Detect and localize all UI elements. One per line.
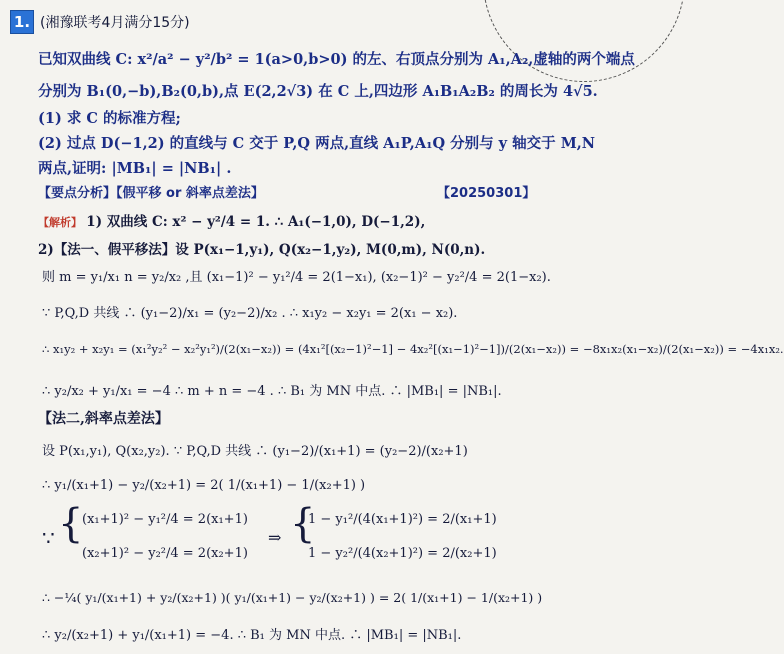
solution-part1 xyxy=(38,210,425,230)
implies-arrow: ⇒ xyxy=(268,528,282,547)
method2-product: ∴ −¼( y₁/(x₁+1) + y₂/(x₂+1) )( y₁/(x₁+1) − y₂/(x₂+1) ) = 2( 1/(x₁+1) − 1/(x₂+1) ) xyxy=(42,590,543,605)
solution-part1-text: 1) 双曲线 C: x² − y²/4 = 1. ∴ A₁(−1,0), D(−1,2), xyxy=(86,214,426,230)
method2-step2: ∴ y₁/(x₁+1) − y₂/(x₂+1) = 2( 1/(x₁+1) − 1/(x₂+1) ) xyxy=(42,478,366,493)
system-eq4: 1 − y₂²/(4(x₂+1)²) = 2/(x₂+1) xyxy=(308,546,497,561)
method2-conclusion: ∴ y₂/(x₂+1) + y₁/(x₁+1) = −4. ∴ B₁ 为 MN 中点. ∴ |MB₁| = |NB₁|. xyxy=(42,628,462,643)
method1-step1: 则 m = y₁/x₁ n = y₂/x₂ ,且 (x₁−1)² − y₁²/4 = 2(1−x₁), (x₂−1)² − y₂²/4 = 2(1−x₂). xyxy=(42,270,551,285)
problem-statement-line2: 分别为 B₁(0,−b),B₂(0,b),点 E(2,2√3) 在 C 上,四边形 A₁B₁A₂B₂ 的周长为 4√5. xyxy=(38,83,598,100)
system-eq3: 1 − y₁²/(4(x₁+1)²) = 2/(x₁+1) xyxy=(308,512,497,527)
method2-title: 【法二,斜率点差法】 xyxy=(38,411,169,427)
left-brace: { xyxy=(58,501,84,547)
problem-statement-line1: 已知双曲线 C: x²/a² − y²/b² = 1(a>0,b>0) 的左、右顶点分别为 A₁,A₂,虚轴的两个端点 xyxy=(38,51,635,68)
method1-derivation: ∴ x₁y₂ + x₂y₁ = (x₁²y₂² − x₂²y₁²)/(2(x₁−x₂)) = (4x₁²[(x₂−1)²−1] − 4x₂²[(x₁−1)²−1])/(2(x₁−x₂)) = −8x₁x₂(x₁−x₂)/(2(x₁−x₂)) = −4x₁x₂. xyxy=(42,342,784,356)
system-eq2: (x₂+1)² − y₂²/4 = 2(x₂+1) xyxy=(82,546,248,561)
right-brace: { xyxy=(290,501,316,547)
system-eq1: (x₁+1)² − y₁²/4 = 2(x₁+1) xyxy=(82,512,248,527)
problem-source: (湘豫联考4月满分15分) xyxy=(40,15,190,31)
solution-tag: 【解析】 xyxy=(38,216,82,229)
question-2-line2: 两点,证明: |MB₁| = |NB₁| . xyxy=(38,160,232,177)
decorative-arc xyxy=(483,0,685,82)
because-symbol: ∵ xyxy=(42,526,55,550)
problem-number-badge: 1. xyxy=(10,10,34,34)
method2-step1: 设 P(x₁,y₁), Q(x₂,y₂). ∵ P,Q,D 共线 ∴ (y₁−2)/(x₁+1) = (y₂−2)/(x₂+1) xyxy=(42,444,468,459)
question-1: (1) 求 C 的标准方程; xyxy=(38,110,181,127)
method1-conclusion: ∴ y₂/x₂ + y₁/x₁ = −4 ∴ m + n = −4 . ∴ B₁ 为 MN 中点. ∴ |MB₁| = |NB₁|. xyxy=(42,384,502,399)
question-2-line1: (2) 过点 D(−1,2) 的直线与 C 交于 P,Q 两点,直线 A₁P,A₁Q 分别与 y 轴交于 M,N xyxy=(38,135,596,152)
problem-code: 【20250301】 xyxy=(437,186,536,201)
method1-intro: 2)【法一、假平移法】设 P(x₁−1,y₁), Q(x₂−1,y₂), M(0,m), N(0,n). xyxy=(38,242,486,258)
analysis-tag: 【要点分析】【假平移 or 斜率点差法】 xyxy=(38,186,264,201)
method1-collinear: ∵ P,Q,D 共线 ∴ (y₁−2)/x₁ = (y₂−2)/x₂ . ∴ x₁y₂ − x₂y₁ = 2(x₁ − x₂). xyxy=(42,306,458,321)
